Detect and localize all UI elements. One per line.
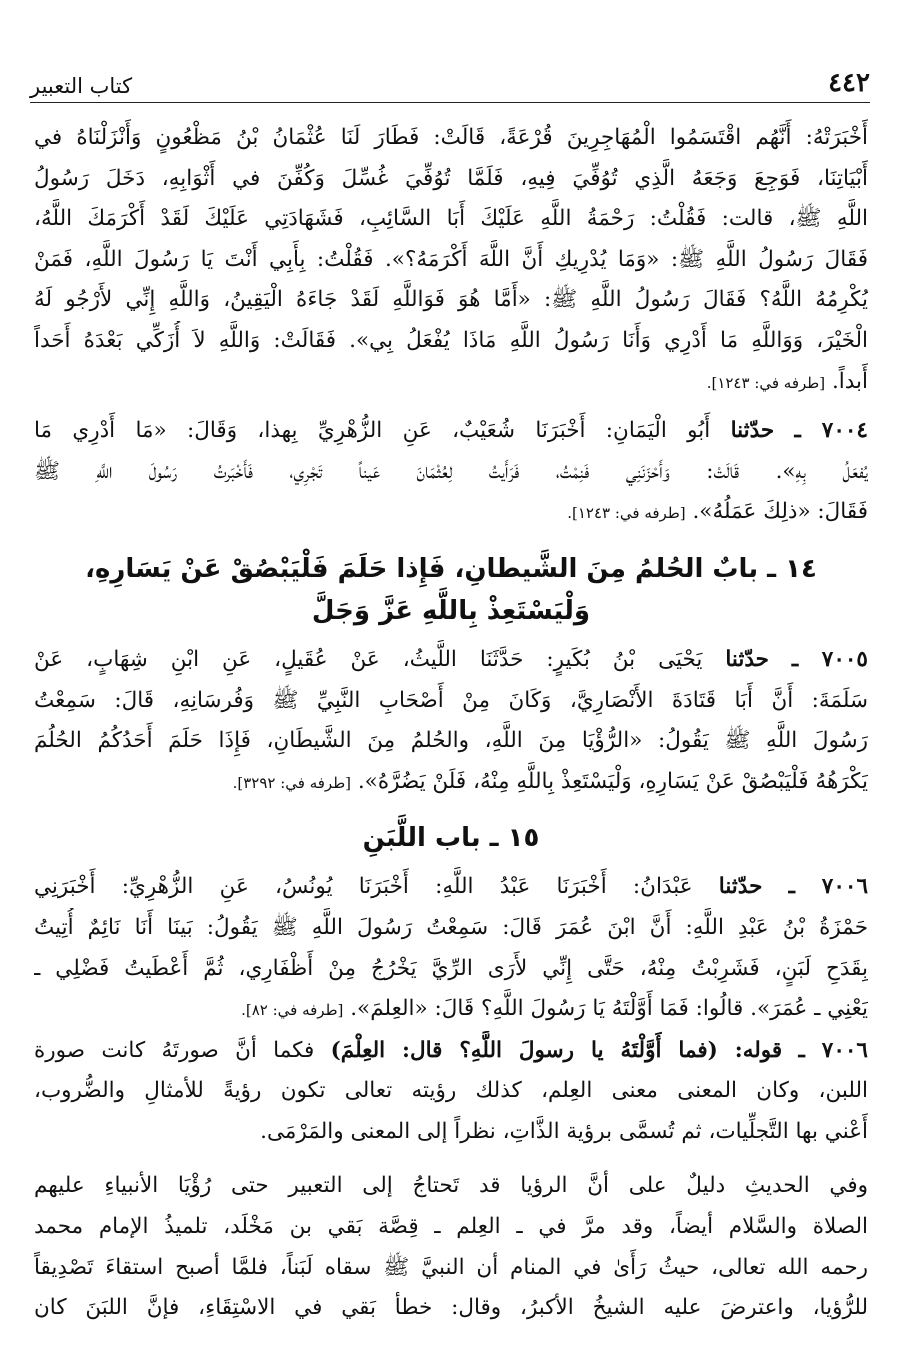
text-line: يُكْرِمُهُ اللَّهُ؟ فَقَالَ رَسُولُ اللَّهِ ﷺ: «أَمَّا هُوَ فَوَاللَّهِ لَقَدْ جَاءَهُ الْيَقِينُ، وَاللَّهِ إِنِّي لأَرْجُو لَهُ	[34, 287, 868, 313]
chapter-heading-line: وَلْيَسْتَعِذْ بِاللَّهِ عَزَّ وَجَلَّ	[311, 595, 591, 626]
text-line: للرُّؤيا، واعترضَ عليه الشيخُ الأكبرُ، وقال: خطأ بَقي في الاسْتِقَاءِ، فإنَّ اللبَنَ كان	[34, 1295, 868, 1321]
text-segment: فكما أنَّ صورتَهُ كانت صورة	[34, 1037, 315, 1063]
hadith-7005	[34, 640, 868, 803]
haddathana-label: حدّثنا	[718, 874, 763, 900]
hadith-7003-continuation	[34, 118, 868, 403]
text-line: فَقَالَ رَسُولُ اللَّهِ ﷺ: «وَمَا يُدْرِيكِ أَنَّ اللَّهَ أَكْرَمَهُ؟». فَقُلْتُ: بِأَبِي أَنْتَ يَا رَسُولَ اللَّهِ، فَمَنْ	[34, 246, 868, 272]
page-body	[34, 118, 868, 1329]
text-line: بِقَدَحِ لَبَنٍ، فَشَرِبْتُ مِنْهُ، حَتَّى إِنِّي لأَرَى الرِّيَّ يَخْرُجُ مِنْ أَظْفَارِي، ثُمَّ أَعْطَيتُ فَضْلِي ـ	[34, 955, 868, 981]
text-line: الصلاة والسَّلام أيضاً، وقد مرَّ في ـ العِلم ـ قِصَّة بَقي بن مَخْلَد، تلميذُ الإمام محمد	[34, 1214, 868, 1240]
chapter-14-heading	[34, 548, 868, 632]
text-line	[34, 411, 868, 452]
text-line	[34, 362, 868, 404]
text-line: رَسُولَ اللَّهِ ﷺ يَقُولُ: «الرُّؤْيَا مِنَ اللَّهِ، والحُلمُ مِنَ الشَّيطَانِ، فَإِذَا حَلَمَ أَحَدُكُمُ الحُلُمَ	[34, 728, 868, 754]
commentary-lead: قوله: (فما أَوَّلْتَهُ يا رسولَ اللَّهِ؟ قال: العِلْمَ)	[330, 1037, 783, 1063]
text-line: رحمه الله تعالى، حيثُ رَأَىٰ في المنام أن النبيَّ ﷺ سقاه لَبَناً، فلمَّا أصبح استقاءَ تَصْدِيقاً	[34, 1254, 868, 1280]
text-line	[34, 492, 868, 534]
text-line	[34, 762, 868, 804]
cross-reference: [طرفه في: ١٢٤٣].	[706, 373, 826, 392]
hadith-number: ٧٠٠٦ ـ	[788, 874, 868, 900]
text-line	[34, 867, 868, 908]
chapter-15-heading: ١٥ ـ باب اللَّبَنِ	[362, 823, 540, 854]
page-number: ٤٤٢	[828, 68, 870, 98]
hadith-number: ٧٠٠٦ ـ	[798, 1037, 868, 1063]
text-line: اللبن، وكان المعنى معنى العِلم، كذلك رؤيته تعالى تكون رؤيةً للأمثالِ والضُّروب،	[34, 1078, 868, 1104]
commentary-paragraph	[34, 1166, 868, 1328]
text-segment: عَبْدَانُ: أَخْبَرَنَا عَبْدُ اللَّهِ: أَخْبَرَنَا يُونُسُ، عَنِ الزُّهْرِيِّ: أَخْبَرَنِي	[34, 874, 693, 900]
text-line: اللَّهِ ﷺ، قالت: فَقُلْتُ: رَحْمَةُ اللَّهِ عَلَيْكَ أَبَا السَّائِبِ، فَشَهَادَتِي عَلَيْكَ لَقَدْ أَكْرَمَكَ اللَّهُ،	[34, 206, 868, 232]
hadith-7006	[34, 867, 868, 1030]
text-line	[34, 1031, 868, 1072]
text-line: يُفعَلُ بِهِ». قَالَتْ: وَأَحْزَنَنِي فَنِمْتُ، فَرَأَيتُ لِعُثْمَانَ عَيناً تَجْرِي، فَأَخْبَرتُ رَسُولَ اللَّهِ ﷺ	[34, 458, 868, 484]
text-line: سَلَمَةَ: أَنَّ أَبَا قَتَادَةَ الأَنْصَارِيَّ، وَكَانَ مِنْ أَصْحَابِ النَّبِيِّ ﷺ وَفُرسَانِهِ، قَالَ: سَمِعْتُ	[34, 687, 868, 713]
book-title: كتاب التعبير	[30, 74, 133, 98]
text-line: الْخَيْرَ، وَوَاللَّهِ مَا أَدْرِي وَأَنَا رَسُولُ اللَّهِ مَاذَا يُفْعَلُ بِي». فَقَالَتْ: وَاللَّهِ لاَ أُزَكِّي بَعْدَهُ أَحَداً	[34, 327, 868, 353]
haddathana-label: حدّثنا	[730, 418, 775, 444]
cross-reference: [طرفه في: ٣٢٩٢].	[232, 773, 351, 792]
chapter-heading-line: ١٤ ـ بابٌ الحُلمُ مِنَ الشَّيطانِ، فَإِذا حَلَمَ فَلْيَبْصُقْ عَنْ يَسَارِهِ،	[85, 553, 817, 584]
text-segment: فَقَالَ: «ذلِكَ عَمَلُهُ».	[692, 499, 868, 525]
text-segment: أَبُو الْيَمَانِ: أَخْبَرَنَا شُعَيْبٌ، عَنِ الزُّهْرِيِّ بِهذا، وَقَالَ: «مَا أَدْرِي مَا	[34, 418, 711, 444]
text-line	[34, 640, 868, 681]
haddathana-label: حدّثنا	[725, 646, 769, 672]
commentary-7006	[34, 1031, 868, 1153]
hadith-number: ٧٠٠٥ ـ	[791, 646, 868, 672]
text-line: أَخْبَرَتْهُ: أَنَّهُم اقْتَسَمُوا الْمُهَاجِرِينَ قُرْعَةً، قَالَتْ: فَطَارَ لَنَا عُثْمَانُ بْنُ مَظْعُونٍ وَأَنْزَلْنَاهُ في	[34, 125, 868, 150]
text-line: حَمْزَةُ بْنُ عَبْدِ اللَّهِ: أَنَّ ابْنَ عُمَرَ قَالَ: سَمِعْتُ رَسُولَ اللَّهِ ﷺ يَقُولُ: بَينَا أَنَا نَائِمٌ أُتِيتُ	[34, 914, 868, 940]
cross-reference: [طرفه في: ٨٢].	[241, 1001, 344, 1020]
text-segment: يَعْنِي ـ عُمَرَ». قالُوا: فَمَا أَوَّلْتَهُ يَا رَسُولَ اللَّهِ؟ قَالَ: «العِلمَ».	[350, 996, 868, 1022]
hadith-number: ٧٠٠٤ ـ	[794, 418, 868, 444]
text-line: وفي الحديثِ دليلٌ على أنَّ الرؤيا قد تَحتاجُ إلى التعبير حتى رُؤْيَا الأنبياءِ عليهم	[34, 1173, 868, 1199]
text-segment: يَكْرَهُهُ فَلْيَبْصُقْ عَنْ يَسَارِهِ، وَلْيَسْتَعِذْ بِاللَّهِ مِنْهُ، فَلَنْ يَضُرَّهُ».	[357, 768, 868, 794]
hadith-7004	[34, 411, 868, 534]
text-line	[34, 989, 868, 1031]
text-segment: يَحْيَى بْنُ بُكَيرٍ: حَدَّثَنَا اللَّيثُ، عَنْ عُقَيلٍ، عَنِ ابْنِ شِهَابٍ، عَنْ	[34, 646, 703, 672]
page-header	[30, 64, 870, 103]
text-segment: أَبداً.	[831, 368, 868, 394]
cross-reference: [طرفه في: ١٢٤٣].	[567, 504, 686, 523]
text-line: أَبْيَاتِنَا، فَوَجِعَ وَجَعَهُ الَّذِي تُوُفِّيَ فِيهِ، فَلَمَّا تُوُفِّيَ غُسِّلَ وَكُفِّنَ في أَثْوَابِهِ، دَخَلَ رَسُولُ	[34, 165, 868, 191]
text-line: أَعْني بها التَّجلِّيات، ثم تُسمَّى برؤية الذَّاتِ، نظراً إلى المعنى والمَرْمَى.	[260, 1118, 868, 1144]
